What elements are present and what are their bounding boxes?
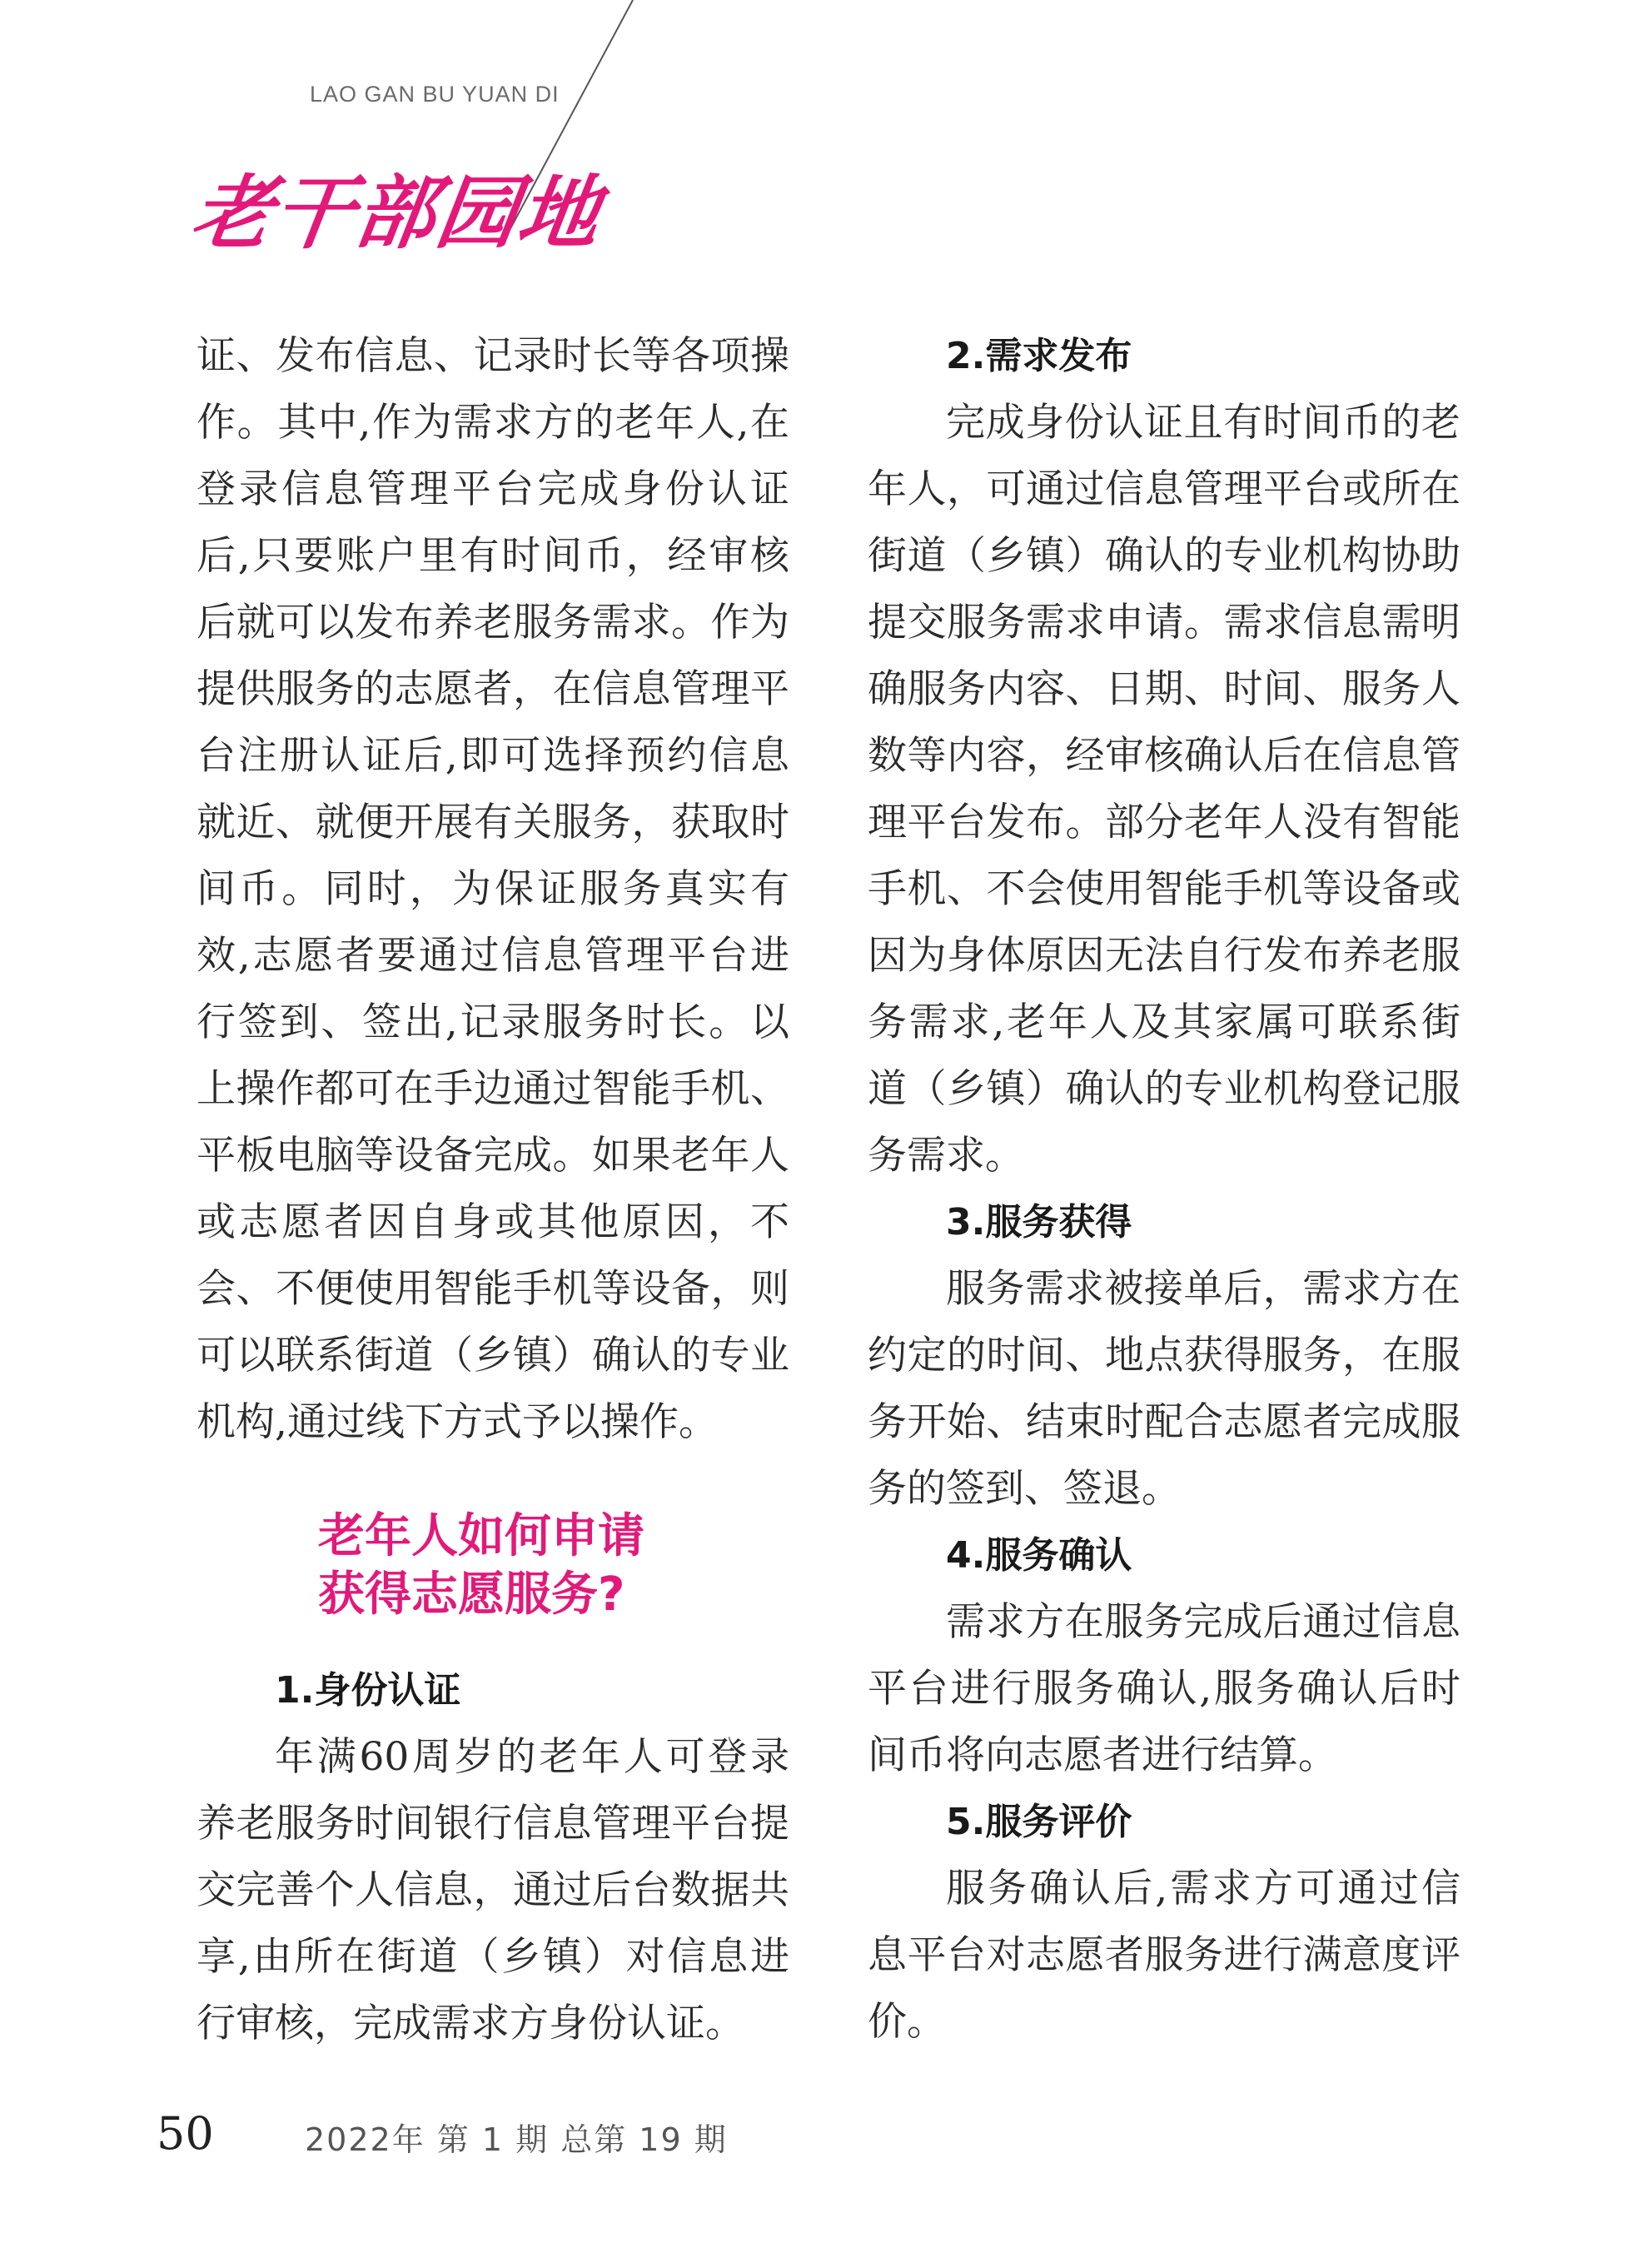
step3-heading: 3.服务获得 [946, 1201, 1132, 1244]
step5-heading: 5.服务评价 [946, 1801, 1132, 1843]
section-title-line-2: 获得志愿服务? [318, 1568, 625, 1622]
page-number: 50 [157, 2107, 214, 2160]
step3-paragraph: 服务需求被接单后，需求方在约定的时间、地点获得服务，在服务开始、结束时配合志愿者完成服务的签到、签退。 [868, 1266, 1460, 1512]
magazine-pinyin: LAO GAN BU YUAN DI [310, 82, 560, 107]
step1-heading: 1.身份认证 [275, 1669, 461, 1712]
section-title-line-1: 老年人如何申请 [318, 1509, 644, 1563]
right-column [868, 323, 1460, 2056]
section-title [197, 1508, 789, 1624]
step2-heading: 2.需求发布 [946, 335, 1132, 377]
issue-info: 2022年 第 1 期 总第 19 期 [305, 2121, 728, 2158]
step2-paragraph: 完成身份认证且有时间币的老年人，可通过信息管理平台或所在街道（乡镇）确认的专业机构协助提交服务需求申请。需求信息需明确服务内容、日期、时间、服务人数等内容，经审核确认后在信息管理平台发布。部分老年人没有智能手机、不会使用智能手机等设备或因为身体原因无法自行发布养老服务需求,老年人及其家属可联系街道（乡镇）确认的专业机构登记服务需求。 [868, 400, 1460, 1179]
magazine-logo-title: 老干部园地 [186, 166, 607, 260]
step4-heading: 4.服务确认 [946, 1534, 1132, 1577]
left-column [197, 323, 789, 2057]
step5-paragraph: 服务确认后,需求方可通过信息平台对志愿者服务进行满意度评价。 [868, 1866, 1460, 2045]
continued-paragraph: 证、发布信息、记录时长等各项操作。其中,作为需求方的老年人,在登录信息管理平台完成身份认证后,只要账户里有时间币，经审核后就可以发布养老服务需求。作为提供服务的志愿者，在信息管理平台注册认证后,即可选择预约信息就近、就便开展有关服务，获取时间币。同时，为保证服务真实有效,志愿者要通过信息管理平台进行签到、签出,记录服务时长。以上操作都可在手边通过智能手机、平板电脑等设备完成。如果老年人或志愿者因自身或其他原因，不会、不便使用智能手机等设备，则可以联系街道（乡镇）确认的专业机构,通过线下方式予以操作。 [197, 333, 789, 1445]
step1-paragraph: 年满60周岁的老年人可登录养老服务时间银行信息管理平台提交完善个人信息，通过后台数据共享,由所在街道（乡镇）对信息进行审核，完成需求方身份认证。 [197, 1734, 789, 2046]
step4-paragraph: 需求方在服务完成后通过信息平台进行服务确认,服务确认后时间币将向志愿者进行结算。 [868, 1599, 1460, 1778]
